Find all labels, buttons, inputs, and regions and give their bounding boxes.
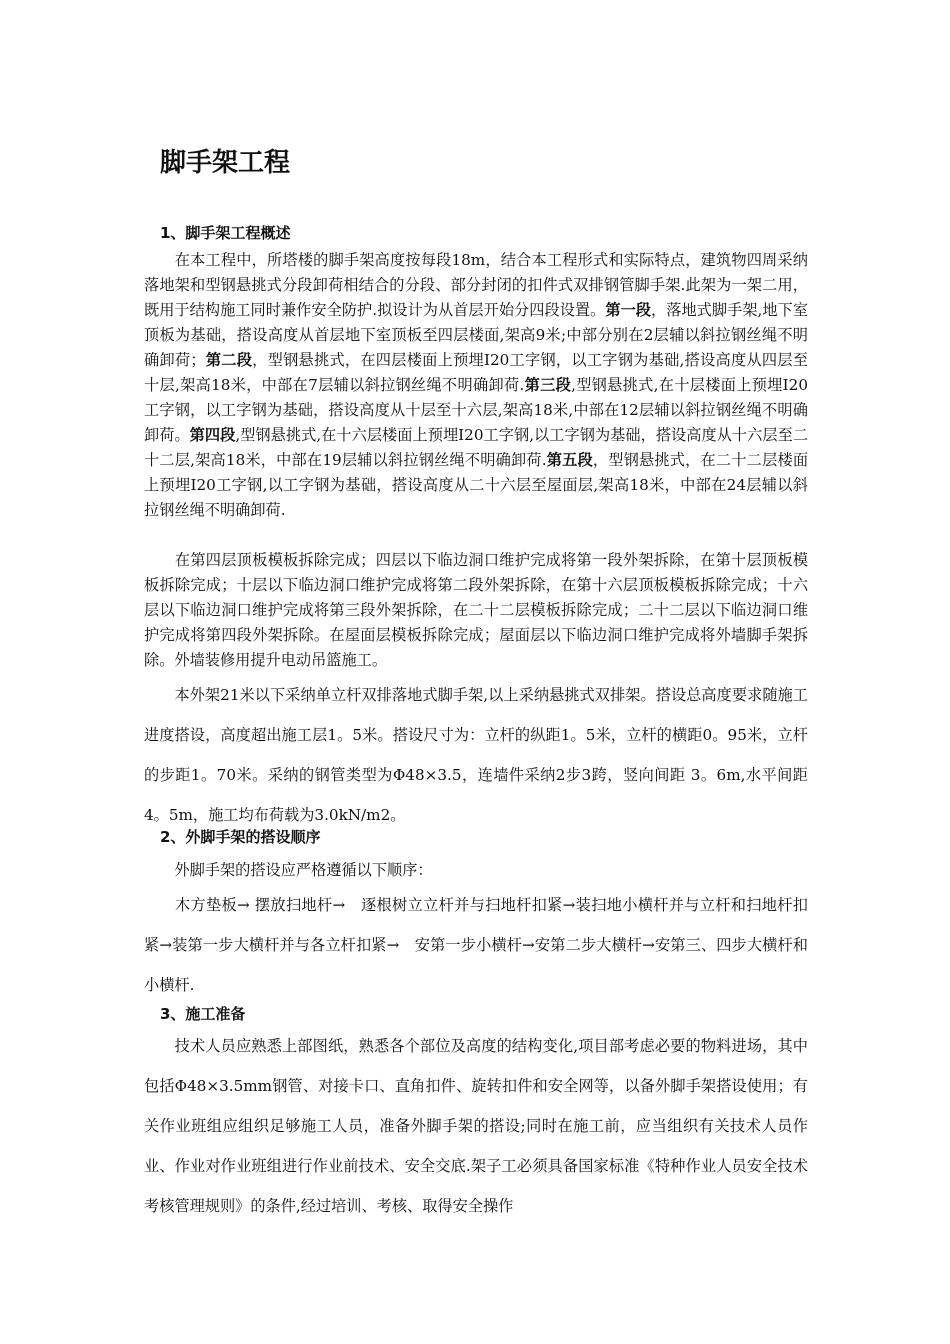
segment-label-5: 第五段 [546,451,593,469]
segment-label-1: 第一段 [605,301,652,319]
preparation-paragraph-1: 技术人员应熟悉上部图纸，熟悉各个部位及高度的结构变化,项目部考虑必要的物料进场，其中包括Φ48×3.5mm钢管、对接卡口、直角扣件、旋转扣件和安全网等，以备外脚手架搭设使用；有关作业班组应组织足够施工人员，准备外脚手架的搭设;同时在施工前，应当组织有关技术人员作业、作业对作业班组进行作业前技术、安全交底.架子工必须具备国家标准《特种作业人员安全技术考核管理规则》的条件,经过培训、考核、取得安全操作 [144,1037,808,1215]
sequence-paragraph-1: 外脚手架的搭设应严格遵循以下顺序： [144,861,433,879]
segment-label-2: 第二段 [205,351,253,369]
segment-text-5: ，型钢悬挑式，在二十二层楼面上预埋I20工字钢,以工字钢为基础，搭设高度从二十六层至屋面层,架高18米，中部在24层辅以斜拉钢丝绳不明确卸荷. [144,451,809,519]
overview-paragraph-1 [144,248,808,523]
sequence-paragraph-2: 木方垫板→ 摆放扫地杆→ 逐根树立立杆并与扫地杆扣紧→装扫地小横杆并与立杆和扫地杆扣紧→装第一步大横杆并与各立杆扣紧→ 安第一步小横杆→安第二步大横杆→安第三、四步大横杆和小横杆. [144,896,808,994]
section-heading-overview: 1、脚手架工程概述 [160,224,291,242]
segment-label-4: 第四段 [189,426,236,444]
document-title: 脚手架工程 [160,148,291,178]
segment-label-3: 第三段 [524,376,572,394]
section-heading-preparation: 3、施工准备 [160,1005,246,1023]
segment-text-2: ，型钢悬挑式，在四层楼面上预埋I20工字钢，以工字钢为基础,搭设高度从四层至十层,架高18米，中部在7层辅以斜拉钢丝绳不明确卸荷. [144,351,808,394]
section-heading-sequence: 2、外脚手架的搭设顺序 [160,828,321,846]
segment-text-3: ,型钢悬挑式,在十层楼面上预埋I20工字钢，以工字钢为基础，搭设高度从十层至十六层,架高18米,中部在12层辅以斜拉钢丝绳不明确卸荷。 [144,376,808,444]
overview-paragraph-2: 在第四层顶板模板拆除完成；四层以下临边洞口维护完成将第一段外架拆除，在第十层顶板模板拆除完成；十层以下临边洞口维护完成将第二段外架拆除，在第十六层顶板模板拆除完成；十六层以下临边洞口维护完成将第三段外架拆除，在二十二层模板拆除完成；二十二层以下临边洞口维护完成将第四段外架拆除。在屋面层模板拆除完成；屋面层以下临边洞口维护完成将外墙脚手架拆除。外墙装修用提升电动吊篮施工。 [144,551,808,669]
segment-text-4: ,型钢悬挑式,在十六层楼面上预埋I20工字钢,以工字钢为基础，搭设高度从十六层至二十二层,架高18米，中部在19层辅以斜拉钢丝绳不明确卸荷. [144,426,809,469]
overview-paragraph-3: 本外架21米以下采纳单立杆双排落地式脚手架,以上采纳悬挑式双排架。搭设总高度要求随施工进度搭设，高度超出施工层1。5米。搭设尺寸为：立杆的纵距1。5米，立杆的横距0。95米，立杆的步距1。70米。采纳的钢管类型为Φ48×3.5，连墙件采纳2步3跨，竖向间距 3。6m,水平间距4。5m，施工均布荷载为3.0kN/m2。 [144,686,808,824]
segment-text-1: ，落地式脚手架,地下室顶板为基础，搭设高度从首层地下室顶板至四层楼面,架高9米;中部分别在2层辅以斜拉钢丝绳不明确卸荷； [144,301,809,369]
overview-text-intro: 在本工程中，所塔楼的脚手架高度按每段18m，结合本工程形式和实际特点，建筑物四周采纳落地架和型钢悬挑式分段卸荷相结合的分段、部分封闭的扣件式双排钢管脚手架.此架为一架二用，既用于结构施工同时兼作安全防护.拟设计为从首层开始分四段设置。 [144,251,808,319]
